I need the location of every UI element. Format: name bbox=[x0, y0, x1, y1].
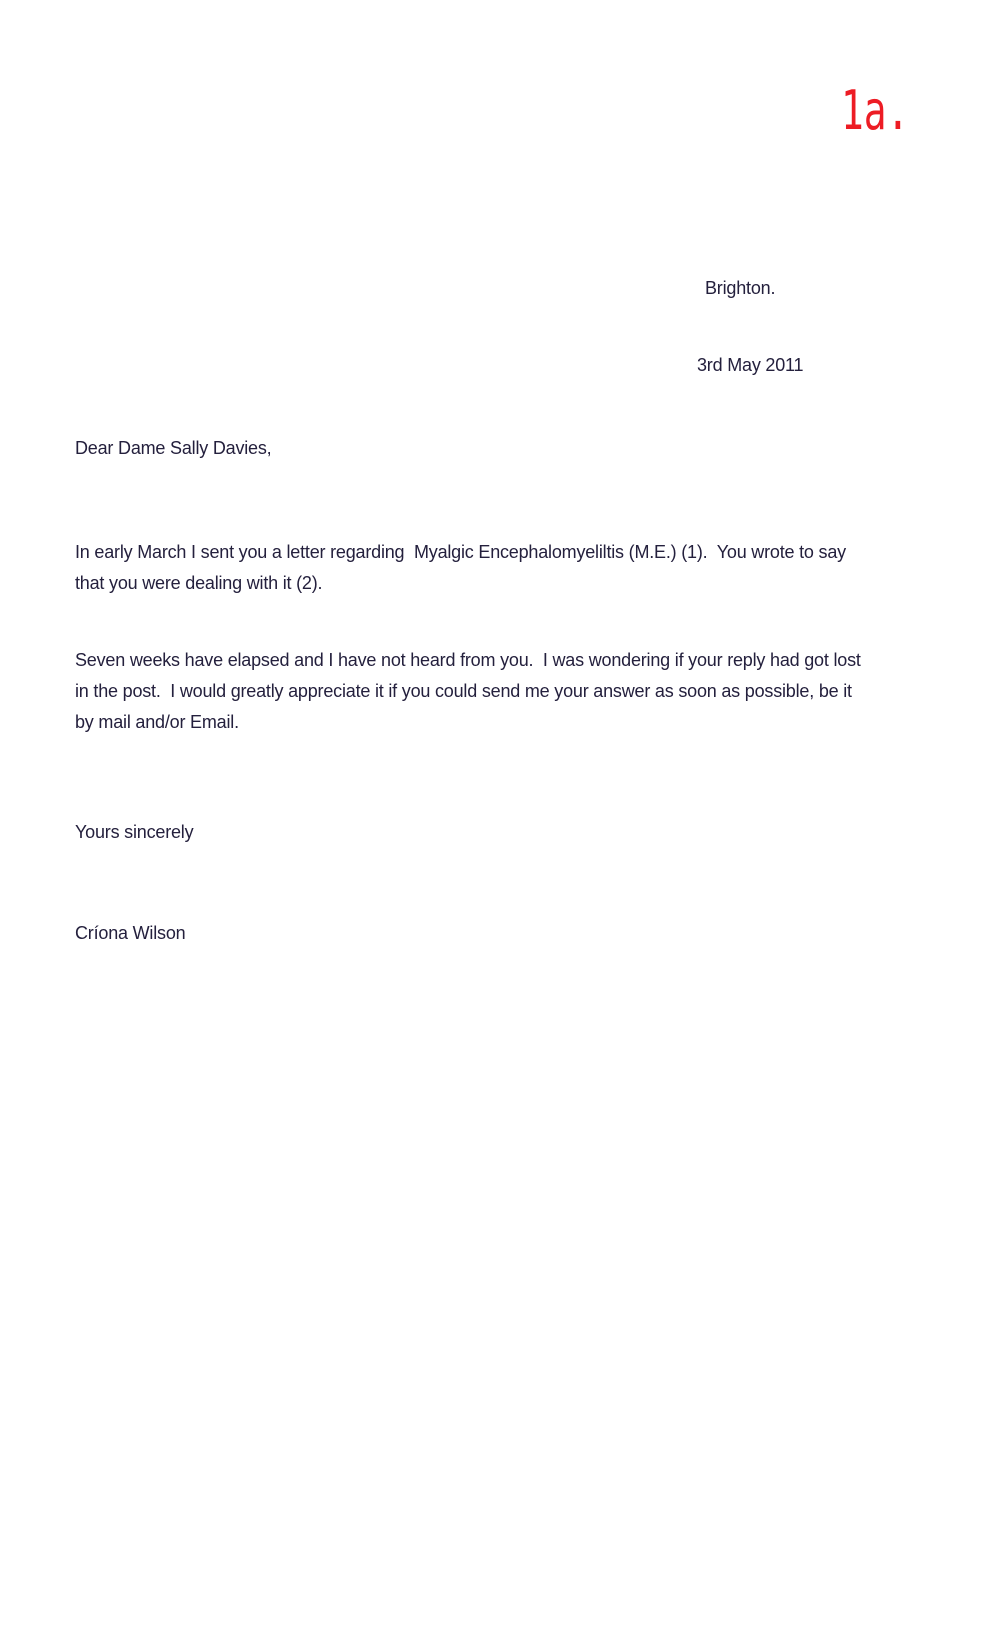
sender-location: Brighton. bbox=[705, 278, 776, 298]
paragraph-2-line-1: Seven weeks have elapsed and I have not heard from you. I was wondering if your reply had got lost bbox=[75, 650, 861, 670]
closing: Yours sincerely bbox=[75, 822, 194, 842]
paragraph-1 bbox=[75, 537, 846, 599]
paragraph-2-line-2: in the post. I would greatly appreciate it if you could send me your answer as soon as possible, be it bbox=[75, 681, 852, 701]
signature-name: Críona Wilson bbox=[75, 923, 186, 943]
letter-date: 3rd May 2011 bbox=[697, 355, 804, 375]
salutation: Dear Dame Sally Davies, bbox=[75, 438, 272, 458]
paragraph-2 bbox=[75, 645, 861, 738]
paragraph-2-line-3: by mail and/or Email. bbox=[75, 712, 239, 732]
paragraph-1-line-2: that you were dealing with it (2). bbox=[75, 573, 323, 593]
page-annotation-label: 1a. bbox=[841, 79, 910, 142]
paragraph-1-line-1: In early March I sent you a letter regarding Myalgic Encephalomyeliltis (M.E.) (1). You wrote to say bbox=[75, 542, 846, 562]
